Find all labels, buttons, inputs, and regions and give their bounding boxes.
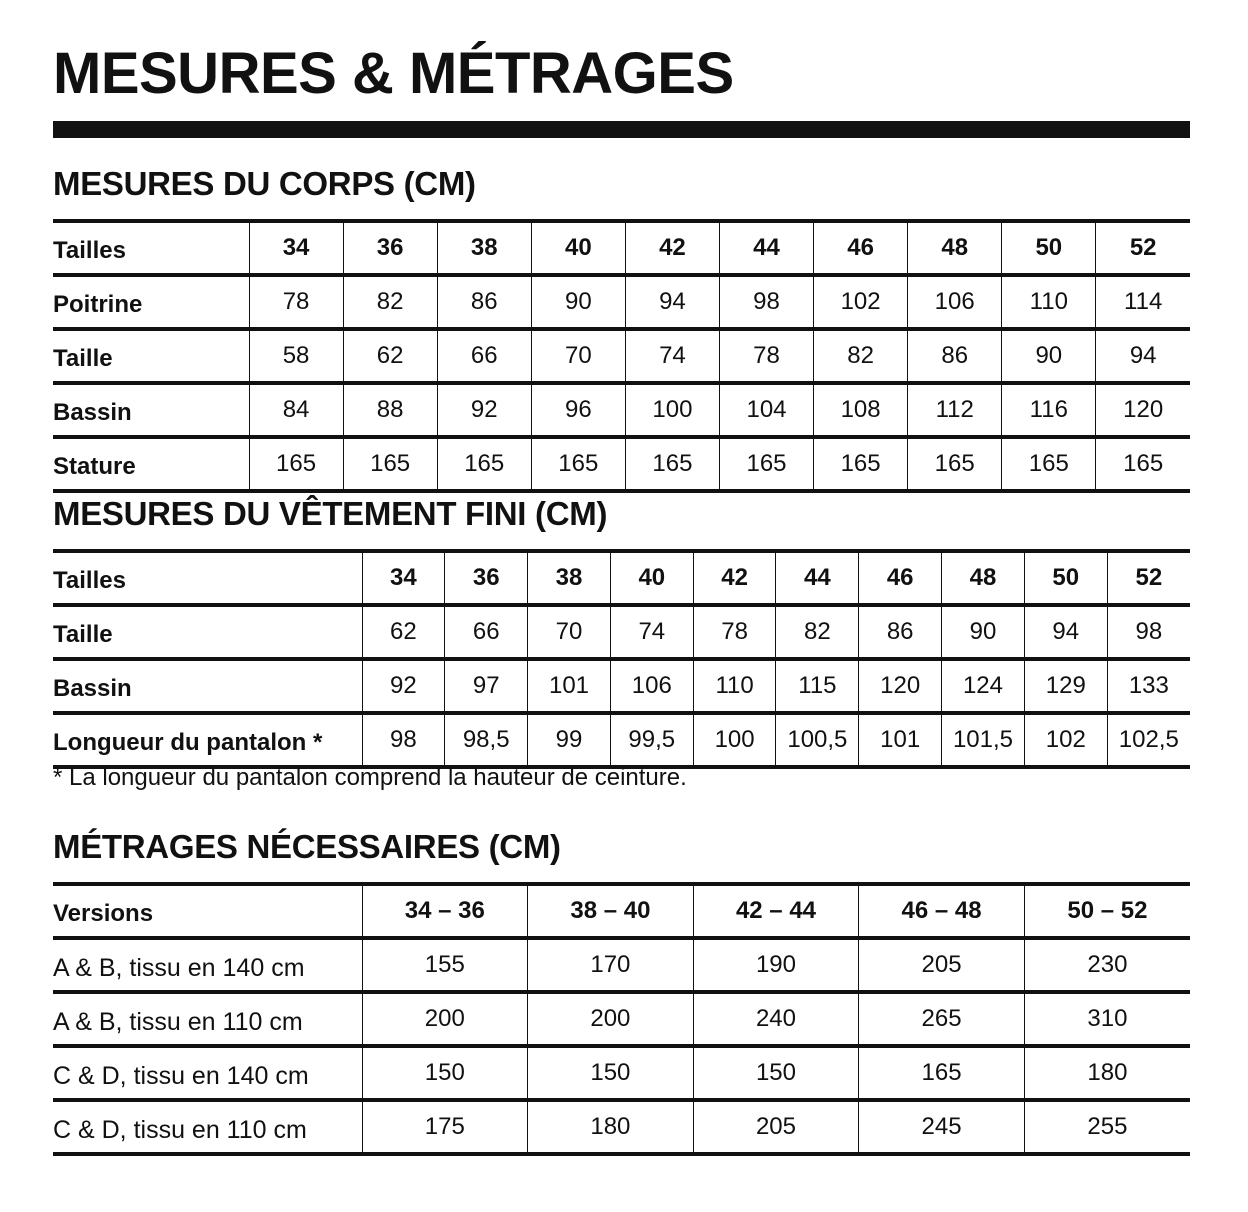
table-cell: 205 [859, 938, 1025, 992]
table-cell: 124 [942, 659, 1025, 713]
table-row [53, 992, 1190, 1046]
size-header: 38 [437, 221, 531, 275]
row-label: Stature [53, 453, 136, 480]
size-header: 34 [362, 551, 445, 605]
size-group-header: 34 – 36 [362, 884, 528, 938]
row-label: Taille [53, 605, 362, 659]
table-cell: 98,5 [445, 713, 528, 767]
table-cell: 82 [814, 329, 908, 383]
row-label: Versions [53, 884, 362, 938]
table-cell: 99,5 [610, 713, 693, 767]
table-header-row [53, 551, 1190, 605]
footnote: * La longueur du pantalon comprend la hauteur de ceinture. [53, 764, 687, 791]
table-cell: 133 [1107, 659, 1190, 713]
table-cell: 165 [908, 437, 1002, 491]
size-header: 50 [1024, 551, 1107, 605]
size-header: 52 [1107, 551, 1190, 605]
table-cell: 110 [693, 659, 776, 713]
table-cell: 88 [343, 383, 437, 437]
size-header: 36 [445, 551, 528, 605]
table-cell: 116 [1002, 383, 1096, 437]
table-cell: 82 [343, 275, 437, 329]
table-cell: 106 [610, 659, 693, 713]
table-cell: 106 [908, 275, 1002, 329]
table-cell: 150 [693, 1046, 859, 1100]
table-row [53, 1046, 1190, 1100]
table-cell: 200 [362, 992, 528, 1046]
table-cell: 62 [362, 605, 445, 659]
table-cell: 200 [528, 992, 694, 1046]
table-row [53, 938, 1190, 992]
finished-garment-table [53, 549, 1190, 769]
table-cell: 100 [693, 713, 776, 767]
size-header: 38 [528, 551, 611, 605]
table-cell: 86 [908, 329, 1002, 383]
table-cell: 165 [719, 437, 813, 491]
size-header: 34 [249, 221, 343, 275]
table-cell: 101,5 [942, 713, 1025, 767]
table-cell: 92 [362, 659, 445, 713]
size-group-header: 46 – 48 [859, 884, 1025, 938]
body-measurements-title: MESURES DU CORPS (CM) [53, 165, 476, 202]
table-cell: 205 [693, 1100, 859, 1154]
table-cell: 78 [719, 329, 813, 383]
table-cell: 92 [437, 383, 531, 437]
table-cell: 90 [1002, 329, 1096, 383]
size-header: 40 [610, 551, 693, 605]
size-header: 36 [343, 221, 437, 275]
size-header: 48 [942, 551, 1025, 605]
finished-garment-title: MESURES DU VÊTEMENT FINI (CM) [53, 495, 608, 532]
size-header: 44 [719, 221, 813, 275]
table-row [53, 329, 1190, 383]
size-group-header: 50 – 52 [1024, 884, 1190, 938]
table-cell: 112 [908, 383, 1002, 437]
table-cell: 180 [1024, 1046, 1190, 1100]
size-group-header: 38 – 40 [528, 884, 694, 938]
table-cell: 102,5 [1107, 713, 1190, 767]
row-label: Tailles [53, 221, 249, 275]
table-cell: 120 [859, 659, 942, 713]
row-label: A & B, tissu en 110 cm [53, 992, 362, 1046]
table-cell: 170 [528, 938, 694, 992]
row-label: Poitrine [53, 275, 249, 329]
size-header: 42 [625, 221, 719, 275]
page-title: MESURES & MÉTRAGES [53, 41, 734, 106]
table-cell: 101 [859, 713, 942, 767]
table-cell: 78 [249, 275, 343, 329]
size-group-header: 42 – 44 [693, 884, 859, 938]
table-cell: 155 [362, 938, 528, 992]
title-divider-bar [53, 121, 1190, 138]
table-cell: 150 [528, 1046, 694, 1100]
row-label: Bassin [53, 659, 362, 713]
table-cell: 86 [859, 605, 942, 659]
table-cell: 66 [437, 329, 531, 383]
table-cell: 70 [531, 329, 625, 383]
table-cell: 99 [528, 713, 611, 767]
table-cell: 97 [445, 659, 528, 713]
size-header: 50 [1002, 221, 1096, 275]
table-cell: 94 [1096, 329, 1190, 383]
table-cell: 82 [776, 605, 859, 659]
table-cell: 165 [249, 437, 343, 491]
table-cell: 150 [362, 1046, 528, 1100]
table-cell: 120 [1096, 383, 1190, 437]
table-row [53, 1100, 1190, 1154]
row-label: Longueur du pantalon * [53, 729, 323, 756]
table-row [53, 383, 1190, 437]
table-cell: 96 [531, 383, 625, 437]
table-cell: 165 [859, 1046, 1025, 1100]
table-cell: 102 [814, 275, 908, 329]
row-label: A & B, tissu en 140 cm [53, 938, 362, 992]
table-row [53, 713, 1190, 767]
table-cell: 255 [1024, 1100, 1190, 1154]
table-cell: 165 [437, 437, 531, 491]
table-cell: 102 [1024, 713, 1107, 767]
table-cell: 114 [1096, 275, 1190, 329]
row-label: Taille [53, 329, 249, 383]
table-cell: 74 [625, 329, 719, 383]
table-cell: 165 [531, 437, 625, 491]
table-cell: 66 [445, 605, 528, 659]
row-label: Tailles [53, 551, 362, 605]
fabric-requirements-title: MÉTRAGES NÉCESSAIRES (CM) [53, 828, 561, 865]
size-header: 52 [1096, 221, 1190, 275]
table-cell: 265 [859, 992, 1025, 1046]
table-header-row [53, 221, 1190, 275]
size-header: 44 [776, 551, 859, 605]
table-cell: 58 [249, 329, 343, 383]
row-label: C & D, tissu en 110 cm [53, 1115, 307, 1144]
table-cell: 165 [814, 437, 908, 491]
table-cell: 94 [1024, 605, 1107, 659]
size-header: 40 [531, 221, 625, 275]
row-label: Bassin [53, 383, 249, 437]
table-header-row [53, 884, 1190, 938]
table-cell: 230 [1024, 938, 1190, 992]
table-cell: 94 [625, 275, 719, 329]
table-cell: 175 [362, 1100, 528, 1154]
size-header: 42 [693, 551, 776, 605]
table-cell: 74 [610, 605, 693, 659]
table-cell: 101 [528, 659, 611, 713]
table-cell: 62 [343, 329, 437, 383]
row-label: C & D, tissu en 140 cm [53, 1046, 362, 1100]
table-cell: 165 [343, 437, 437, 491]
table-row [53, 437, 1190, 491]
table-cell: 90 [942, 605, 1025, 659]
fabric-requirements-table [53, 882, 1190, 1156]
table-cell: 98 [362, 713, 445, 767]
table-cell: 180 [528, 1100, 694, 1154]
size-header: 46 [859, 551, 942, 605]
table-row [53, 605, 1190, 659]
table-cell: 98 [1107, 605, 1190, 659]
table-cell: 110 [1002, 275, 1096, 329]
table-cell: 165 [1002, 437, 1096, 491]
table-cell: 165 [625, 437, 719, 491]
table-cell: 104 [719, 383, 813, 437]
size-header: 46 [814, 221, 908, 275]
table-row [53, 659, 1190, 713]
table-cell: 98 [719, 275, 813, 329]
table-cell: 129 [1024, 659, 1107, 713]
body-measurements-table [53, 219, 1190, 493]
table-cell: 86 [437, 275, 531, 329]
table-cell: 245 [859, 1100, 1025, 1154]
table-cell: 108 [814, 383, 908, 437]
table-cell: 310 [1024, 992, 1190, 1046]
table-cell: 70 [528, 605, 611, 659]
table-row [53, 275, 1190, 329]
table-cell: 100,5 [776, 713, 859, 767]
table-cell: 90 [531, 275, 625, 329]
table-cell: 100 [625, 383, 719, 437]
table-cell: 84 [249, 383, 343, 437]
table-cell: 190 [693, 938, 859, 992]
size-header: 48 [908, 221, 1002, 275]
table-cell: 240 [693, 992, 859, 1046]
table-cell: 115 [776, 659, 859, 713]
table-cell: 78 [693, 605, 776, 659]
table-cell: 165 [1096, 437, 1190, 491]
